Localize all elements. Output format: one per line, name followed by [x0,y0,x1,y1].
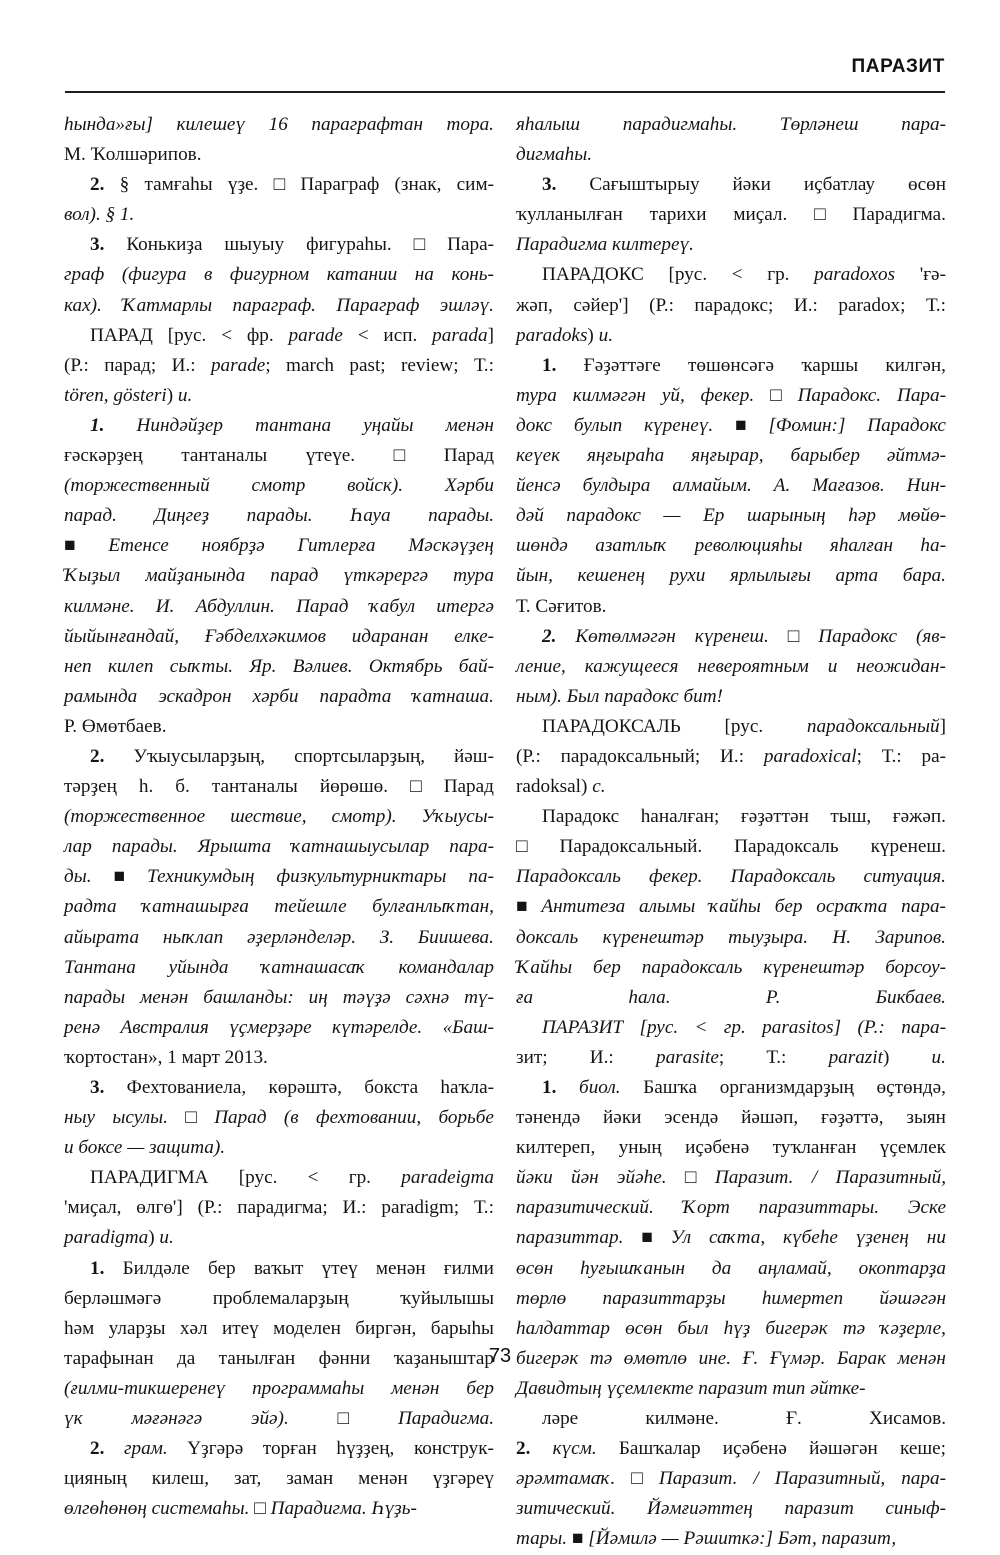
translation-marker-icon: □ [814,204,826,226]
citation-marker-icon: ■ [571,1528,584,1550]
text-line: радта ҡатнашырға тейешле булғанлыҡтан, [64,896,494,918]
text-line: (ғилми-тикшеренеү программаһы менән бер [64,1377,494,1399]
text-line: ках). Ҡатмарлы параграф. Параграф эшләү. [64,294,494,316]
text-line: 2. грам. Үҙгәрә торған һүҙҙең, конструк- [90,1438,494,1460]
text-line: дигмаһы. [516,144,593,166]
text-line: үк мәғәнәгә эйә). □ Парадигма. [64,1408,494,1430]
text-line: ПАРАДОКС [рус. < гр. paradoxos 'ғә- [542,264,946,286]
text-line: жәп, сәйер'] (Р.: парадокс; И.: paradox; Т.: [516,294,946,316]
text-line: (Р.: парадоксальный; И.: paradoxical; Т.: pa- [516,745,946,767]
text-line: цияның килеш, зат, заман менән үҙгәреү [64,1468,494,1490]
text-line: paradigma) и. [64,1227,174,1249]
text-line: айырата ныҡлап әҙерләнделәр. З. Биишева. [64,926,494,948]
header-rule [65,91,945,93]
right-column [516,110,946,1550]
text-line: ПАРАЗИТ [рус. < гр. parasitos] (Р.: пара- [542,1016,946,1038]
text-line: tören, gösteri) и. [64,384,193,406]
translation-marker-icon: □ [413,234,426,256]
text-line: Ҡыҙыл майҙанында парад үткәрергә тура [64,565,494,587]
text-line: ■ Антитеза алымы ҡайһы бер осраҡта пара- [516,896,946,918]
text-line: бигерәк тә өмөтлө ине. Ғ. Ғүмәр. Барак менән [516,1347,946,1369]
citation-marker-icon: ■ [64,535,76,557]
text-line: берләшмәгә проблемаларҙың ҡуйылышы [64,1287,494,1309]
text-line: ■ Етенсе ноябрҙә Гитлерға Мәскәүҙең [64,535,494,557]
text-line: ПАРАДИГМА [рус. < гр. paradeigma [90,1167,494,1189]
running-head: ПАРАЗИТ [851,56,945,77]
text-line: ғәскәрҙең тантаналы үтеүе. □ Парад [64,445,494,467]
translation-marker-icon: □ [516,836,528,858]
text-line: ды. ■ Техникумдың физкультурниктары па- [64,866,494,888]
text-line: ПАРАД [рус. < фр. parade < исп. parada] [90,324,494,346]
text-line: тәрҙең һ. б. тантаналы йөрөшө. □ Парад [64,776,494,798]
text-line: ренә Австралия үҫмерҙәре күтәрелде. «Баш- [64,1016,494,1038]
text-line: килмәне. И. Абдуллин. Парад ҡабул итергә [64,595,494,617]
text-line: кеүек яңғыраһа яңғырар, барыбер әйтмә- [516,445,946,467]
text-line: 3. Конькиҙа шыуыу фигураһы. □ Пара- [90,234,494,256]
text-line: paradoks) и. [516,324,613,346]
text-line: 2. § тамғаһы үҙе. □ Параграф (знак, сим- [90,174,494,196]
translation-marker-icon: □ [770,384,782,406]
text-line: □ Парадоксальный. Парадоксаль күренеш. [516,836,946,858]
citation-marker-icon: ■ [516,896,528,918]
text-line: лар парады. Ярышта ҡатнашыусылар пара- [64,836,494,858]
translation-marker-icon: □ [684,1167,697,1189]
text-line: зитический. Йәмғиәттең паразит синыф- [516,1498,946,1520]
text-line: шөндә азатлыҡ революцияһы яһалған һа- [516,535,946,557]
text-line: ҡулланылған тарихи миҫал. □ Парадигма. [516,204,946,226]
text-line: төрлө паразиттарҙы һимертеп йәшәгән [516,1287,946,1309]
text-line: ныу ысулы. □ Парад (в фехтовании, борьбе [64,1107,494,1129]
text-line: 1. биол. Башҡа организмдарҙың өҫтөндә, [542,1077,946,1098]
text-line: 2. Көтөлмәгән күренеш. □ Парадокс (яв- [542,625,946,647]
text-line: йәки йән эйәһе. □ Паразит. / Паразитный, [516,1167,946,1189]
text-line: Давидтың үҫемлекте паразит тип әйтке- [516,1377,866,1399]
text-line: 3. Фехтованиела, көрәштә, бокста һаҡла- [90,1077,494,1098]
citation-marker-icon: ■ [735,414,747,436]
text-line: доксаль күренештәр тыуҙыра. Н. Зарипов. [516,926,946,948]
text-line: 2. күсм. Башҡалар иҫәбенә йәшәгән кеше; [516,1438,946,1460]
text-line: Парадокс һаналған; ғәҙәттән тыш, ғәжәп. [542,806,946,828]
citation-marker-icon: ■ [641,1227,653,1249]
text-line: вол). § 1. [64,204,135,226]
translation-marker-icon: □ [410,776,422,798]
translation-marker-icon: □ [337,1408,350,1430]
text-line: килтереп, уның иҫәбенә туҡланған үҫемлек [516,1137,946,1159]
text-line: йыйынғандай, Ғәбделхәкимов идаранан елке- [64,625,494,647]
text-line: 2. Уҡыусыларҙың, спортсыларҙың, йәш- [90,745,494,767]
text-line: 1. Ғәҙәттәге төшөнсәгә ҡаршы килгән, [542,354,946,376]
text-line: Ҡайһы бер парадоксаль күренештәр борсоу- [516,956,946,978]
translation-marker-icon: □ [273,174,286,196]
text-line: Парадоксаль фекер. Парадоксаль ситуация. [516,866,946,888]
text-line: radoksal) с. [516,776,606,798]
text-line: граф (фигура в фигурном катании на конь- [64,264,494,286]
translation-marker-icon: □ [393,445,406,467]
text-line: рамында эскадрон хәрби парадта ҡатнаша. [64,685,494,707]
text-line: парады менән башланды: иң тәүҙә сәхнә тү- [64,986,494,1008]
text-line: ление, кажущееся невероятным и неожидан- [516,655,946,677]
text-line: (Р.: парад; И.: parade; march past; review; Т.: [64,354,494,376]
text-line: тәнендә йәки эсендә йәшәп, ғәҙәттә, зыян [516,1107,946,1129]
text-line: зит; И.: parasite; Т.: parazit) и. [516,1046,946,1068]
text-line: 'миҫал, өлгө'] (Р.: парадигма; И.: paradigm; Т.: [64,1197,494,1219]
text-line: тура килмәгән уй, фекер. □ Парадокс. Пара- [516,384,946,406]
text-line: ға һала. Р. Бикбаев. [516,986,946,1008]
text-line: паразитический. Ҡорт паразиттары. Эске [516,1197,946,1219]
text-line: докс булып күренеү. ■ [Фомин:] Парадокс [516,414,946,436]
text-line: и боксе — защита). [64,1137,226,1159]
text-line: яһалыш парадигмаһы. Төрләнеш пара- [516,114,946,135]
text-line: йын, кешенең рухи ярлылығы арта бара. [516,565,946,587]
translation-marker-icon: □ [631,1468,643,1490]
text-line: тарафынан да танылған фәнни ҡаҙаныштар [64,1347,494,1369]
text-line: Парадигма килтереү. [516,234,694,256]
text-line: (торжественное шествие, смотр). Уҡыусы- [64,806,494,828]
text-line: ПАРАДОКСАЛЬ [рус. парадоксальный] [542,715,946,737]
text-line: һында»ғы] килешеү 16 параграфтан тора. [64,114,494,135]
text-line: һәм уларҙы хәл итеү моделен биргән, барыһы [64,1317,494,1339]
text-line: әрәмтамаҡ. □ Паразит. / Паразитный, пара- [516,1468,946,1490]
text-line: Р. Өмөтбаев. [64,715,167,737]
translation-marker-icon: □ [787,625,800,647]
page-number: 73 [488,1345,512,1367]
translation-marker-icon: □ [254,1498,266,1520]
translation-marker-icon: □ [185,1107,197,1129]
text-line: 3. Сағыштырыу йәки иҫбатлау өсөн [542,174,946,196]
text-line: ным). Был парадокс бит! [516,685,723,707]
citation-marker-icon: ■ [113,866,126,888]
text-line: өсөн һуғышҡанын да аңламай, окоптарҙа [516,1257,946,1279]
text-line: 1. Ниндәйҙер тантана уңайы менән [90,414,494,436]
text-line: ләре килмәне. Ғ. Хисамов. [542,1408,946,1430]
text-line: паразиттар. ■ Ул саҡта, күбеһе үҙенең ни [516,1227,946,1249]
text-line: неп килеп сыҡты. Яр. Вәлиев. Октябрь бай- [64,655,494,677]
text-line: һалдаттар өсөн был һүҙ бигерәк тә ҡәҙерле, [516,1317,946,1339]
text-line: дәй парадокс — Ер шарының һәр мөйө- [516,505,946,527]
left-column [64,110,494,1520]
text-line: парад. Диңгеҙ парады. Һауа парады. [64,505,494,527]
text-line: ҡортостан», 1 март 2013. [64,1046,268,1068]
text-line: М. Ҡолшәрипов. [64,144,202,166]
text-line: Тантана уйында ҡатнашасаҡ командалар [64,956,494,978]
text-line: Т. Сәғитов. [516,595,607,617]
text-line: 1. Билдәле бер ваҡыт үтеү менән ғилми [90,1257,494,1279]
text-line: өлгөһөнөң системаһы. □ Парадигма. Һүҙь- [64,1498,417,1520]
text-line: тары. ■ [Йәмилә — Рәшиткә:] Бәт, паразит, [516,1528,897,1550]
text-line: (торжественный смотр войск). Хәрби [64,475,494,497]
text-line: йенсә булдыра алмайым. А. Мағазов. Нин- [516,475,946,497]
